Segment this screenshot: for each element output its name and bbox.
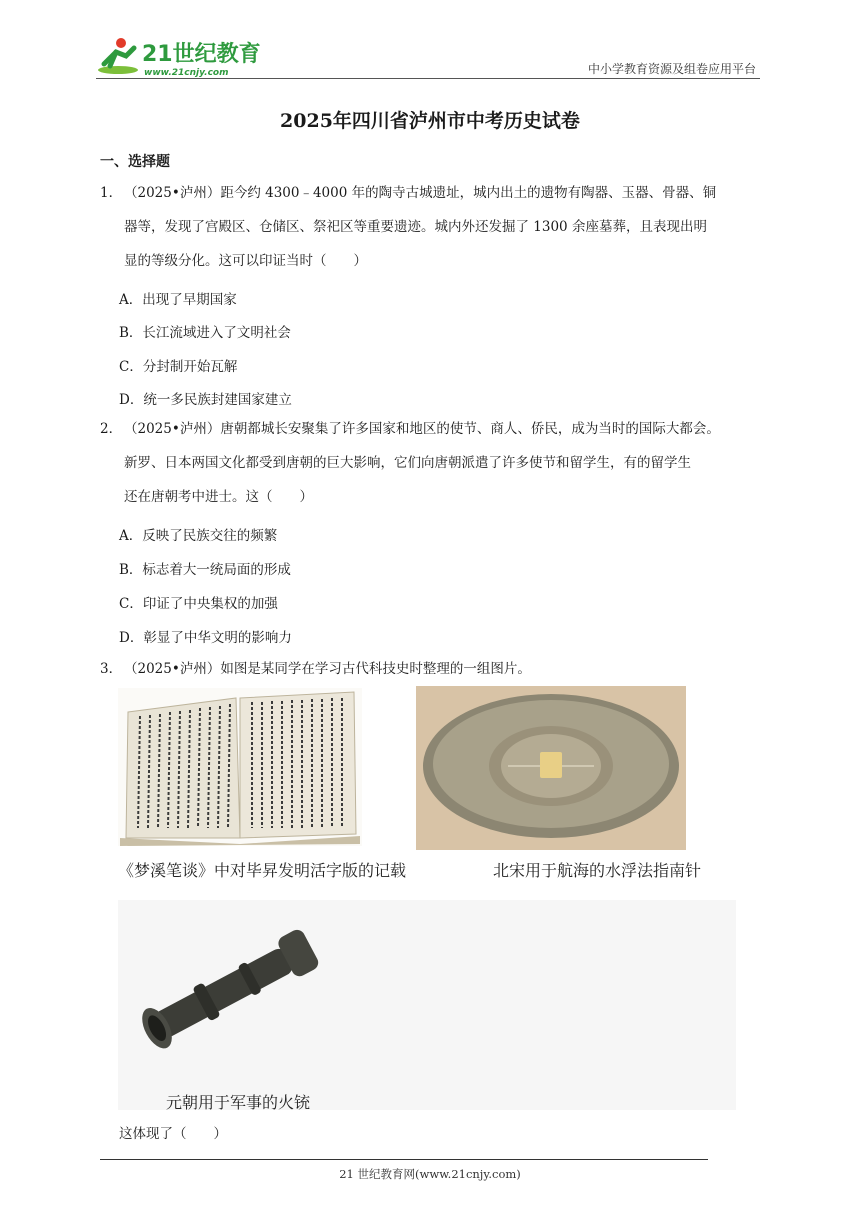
header-platform-text: 中小学教育资源及组卷应用平台 bbox=[587, 62, 756, 76]
page-footer: 21 世纪教育网(www.21cnjy.com) bbox=[339, 1167, 521, 1181]
question-number: 2． bbox=[100, 421, 123, 437]
stem-line: （2025•泸州）如图是某同学在学习古代科技史时整理的一组图片。 bbox=[124, 661, 531, 677]
stem-line: 新罗、日本两国文化都受到唐朝的巨大影响，它们向唐朝派遣了许多使节和留学生，有的留学生 bbox=[124, 455, 691, 471]
question-1-stem bbox=[100, 176, 762, 278]
logo-21cnjy bbox=[96, 34, 261, 78]
mengxi-bitan-book-image bbox=[118, 688, 362, 846]
caption-compass: 北宋用于航海的水浮法指南针 bbox=[493, 861, 702, 880]
huochong-firearm-image bbox=[118, 900, 736, 1110]
option-a[interactable]: A．反映了民族交往的频繁 bbox=[119, 528, 278, 544]
caption-book: 《梦溪笔谈》中对毕昇发明活字版的记载 bbox=[118, 861, 407, 880]
question-2-stem bbox=[100, 412, 762, 514]
option-b[interactable]: B．标志着大一统局面的形成 bbox=[119, 562, 291, 578]
question-number: 1． bbox=[100, 185, 123, 201]
question-3-stem bbox=[100, 652, 762, 686]
option-c[interactable]: C．印证了中央集权的加强 bbox=[119, 596, 278, 612]
footer-divider bbox=[100, 1159, 708, 1160]
water-compass-image bbox=[416, 686, 686, 850]
page-header bbox=[96, 32, 760, 80]
option-b[interactable]: B．长江流域进入了文明社会 bbox=[119, 325, 291, 341]
section-heading: 一、选择题 bbox=[100, 154, 170, 170]
stem-line: 显的等级分化。这可以印证当时（ ） bbox=[124, 253, 367, 269]
option-d[interactable]: D．彰显了中华文明的影响力 bbox=[119, 630, 292, 646]
question-number: 3． bbox=[100, 661, 123, 677]
question-3-tail: 这体现了（ ） bbox=[119, 1126, 227, 1142]
option-c[interactable]: C．分封制开始瓦解 bbox=[119, 359, 238, 375]
stem-line: 还在唐朝考中进士。这（ ） bbox=[124, 489, 313, 505]
caption-huochong: 元朝用于军事的火铳 bbox=[166, 1093, 311, 1112]
logo-text: 21世纪教育 bbox=[142, 42, 261, 67]
stem-line: 器等，发现了宫殿区、仓储区、祭祀区等重要遗迹。城内外还发掘了 1300 余座墓葬，且表现出明 bbox=[124, 219, 707, 235]
header-divider bbox=[96, 78, 760, 79]
option-a[interactable]: A．出现了早期国家 bbox=[119, 292, 237, 308]
option-d[interactable]: D．统一多民族封建国家建立 bbox=[119, 392, 292, 408]
stem-line: （2025•泸州）唐朝都城长安聚集了许多国家和地区的使节、商人、侨民，成为当时的国际大都会。 bbox=[124, 421, 720, 437]
stem-line: （2025•泸州）距今约 4300﹣4000 年的陶寺古城遗址，城内出土的遗物有陶器、玉器、骨器、铜 bbox=[124, 185, 717, 201]
page-title: 2025年四川省泸州市中考历史试卷 bbox=[280, 110, 580, 132]
logo-url: www.21cnjy.com bbox=[144, 68, 229, 78]
